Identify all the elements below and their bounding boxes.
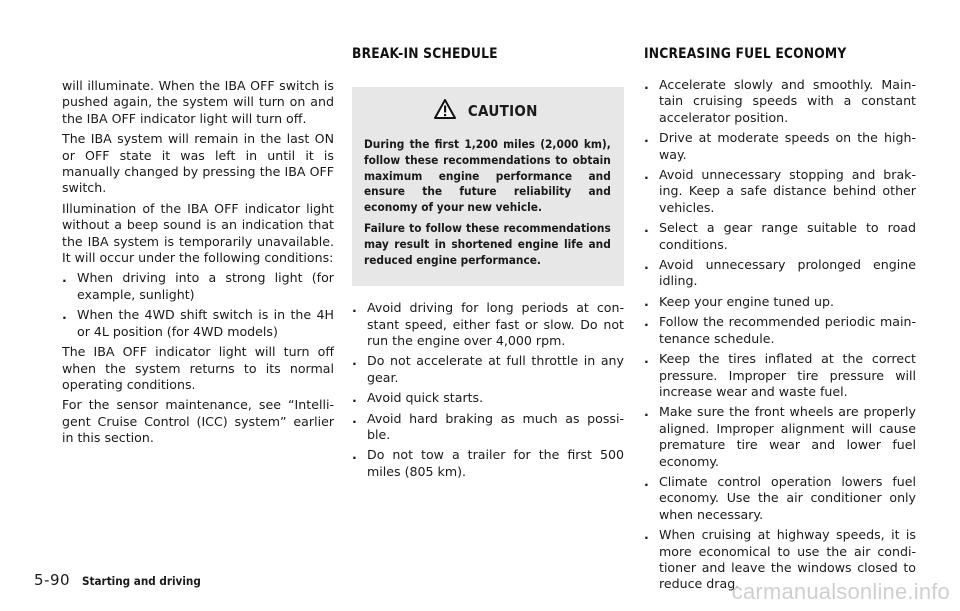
caution-title: CAUTION — [468, 102, 538, 120]
bullet-icon: . — [352, 410, 357, 426]
warning-triangle-icon — [434, 99, 456, 123]
bullet-icon: . — [644, 167, 649, 183]
list-item: . Drive at moderate speeds on the high- way. — [644, 130, 916, 162]
bullet-icon: . — [352, 390, 357, 406]
paragraph: Illumination of the IBA OFF indicator light without a beep sound is an indication that the IBA system is temporarily unavailable. It will occur under the following conditions: — [62, 200, 334, 266]
caution-text: During the first 1,200 miles (2,000 km), follow these recommendations to obtain maximum engine performance and ensure the future reliability and economy of your new vehicle. — [364, 137, 611, 214]
bullet-icon: . — [644, 314, 649, 330]
list-item: . Select a gear range suitable to road conditions. — [644, 220, 916, 252]
paragraph: For the sensor maintenance, see “Intelli- gent Cruise Control (ICC) system” earlier in this section. — [62, 397, 334, 446]
bullet-icon: . — [644, 257, 649, 273]
bullet-icon: . — [352, 353, 357, 369]
list-item: . Accelerate slowly and smoothly. Main- tain cruising speeds with a constant accelerator position. — [644, 77, 916, 125]
list-item: . Keep your engine tuned up. — [644, 293, 835, 309]
list-item: . Do not tow a trailer for the first 500 miles (805 km). — [352, 447, 624, 479]
page-number: 5-90 — [34, 571, 71, 589]
list-item: . Climate control operation lowers fuel economy. Use the air conditioner only when necessary. — [644, 473, 916, 522]
watermark: carmanualsonline.info — [731, 579, 950, 604]
list-item: . Keep the tires inflated at the correct pressure. Improper tire pressure will increase wear and waste fuel. — [644, 351, 916, 399]
bullet-icon: . — [644, 404, 649, 420]
section-name: Starting and driving — [82, 574, 201, 588]
paragraph: The IBA OFF indicator light will turn off when the system returns to its normal operating conditions. — [62, 344, 334, 392]
break-in-column — [352, 87, 624, 484]
list-item: . Do not accelerate at full throttle in any gear. — [352, 353, 624, 385]
bullet-icon: . — [644, 77, 649, 92]
list-item: . When cruising at highway speeds, it is more economical to use the air condi- tioner and leave the windows closed to reduce drag. — [644, 527, 916, 592]
list-item: . Avoid quick starts. — [352, 390, 484, 406]
conditions-list — [62, 270, 334, 340]
list-item: . When driving into a strong light (for example, sunlight) — [62, 270, 334, 302]
bullet-icon: . — [62, 307, 67, 323]
fuel-economy-column — [644, 77, 916, 597]
caution-text: Failure to follow these recommendations may result in shortened engine life and reduced engine performance. — [364, 221, 611, 267]
bullet-icon: . — [644, 293, 649, 309]
bullet-icon: . — [62, 270, 67, 286]
list-item: . Avoid hard braking as much as possi- ble. — [352, 410, 624, 442]
list-item: . Avoid unnecessary prolonged engine idling. — [644, 257, 916, 289]
fuel-economy-heading: INCREASING FUEL ECONOMY — [644, 46, 847, 62]
caution-box — [352, 87, 624, 286]
bullet-icon: . — [644, 351, 649, 367]
bullet-icon: . — [644, 527, 649, 543]
page-footer — [34, 571, 214, 589]
bullet-icon: . — [644, 473, 649, 489]
list-item: . Make sure the front wheels are properly aligned. Improper alignment will cause premature tire wear and lower fuel economy. — [644, 404, 916, 469]
left-column — [62, 78, 334, 451]
bullet-icon: . — [644, 220, 649, 236]
bullet-icon: . — [352, 300, 357, 316]
break-in-list — [352, 300, 624, 480]
fuel-economy-list — [644, 77, 916, 593]
list-item: . Avoid unnecessary stopping and brak- ing. Keep a safe distance behind other vehicles. — [644, 167, 916, 215]
list-item: . Avoid driving for long periods at con- stant speed, either fast or slow. Do not run the engine over 4,000 rpm. — [352, 300, 624, 348]
paragraph: will illuminate. When the IBA OFF switch is pushed again, the system will turn on and the IBA OFF indicator light will turn off. — [62, 78, 334, 126]
bullet-icon: . — [352, 447, 357, 463]
bullet-icon: . — [644, 130, 649, 146]
list-item: . When the 4WD shift switch is in the 4H or 4L position (for 4WD models) — [62, 307, 334, 339]
caution-header — [364, 99, 612, 123]
list-item: . Follow the recommended periodic main- tenance schedule. — [644, 314, 916, 346]
paragraph: The IBA system will remain in the last ON or OFF state it was left in until it is manually changed by pressing the IBA OFF switch. — [62, 131, 334, 196]
break-in-heading: BREAK-IN SCHEDULE — [352, 46, 498, 62]
